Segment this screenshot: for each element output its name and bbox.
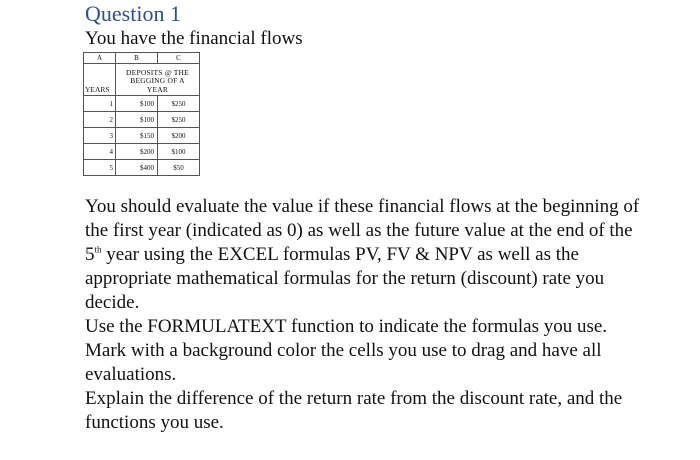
deposit-cell: $200 [116, 144, 158, 160]
year-cell: 1 [84, 96, 116, 112]
intro-text: You have the financial flows [85, 28, 303, 49]
question-title: Question 1 [85, 1, 181, 26]
instruction-paragraph-evaluate [85, 195, 645, 315]
deposit-cell: $100 [116, 96, 158, 112]
deposit-cell: $100 [116, 112, 158, 128]
amount-cell: $250 [158, 96, 200, 112]
table-row [84, 96, 200, 112]
table-row [84, 144, 200, 160]
instruction-text: year using the EXCEL formulas PV, FV & NPV as well as the appropriate mathematical formulas for the return (discount) rate you decide. [85, 244, 605, 313]
year-cell: 4 [84, 144, 116, 160]
instruction-text: You should evaluate the value if these financial flows at the beginning of the first year (indicated as 0) as well as the future value at the end of the 5 [85, 196, 640, 265]
deposits-header: DEPOSITS @ THE BEGGING OF A YEAR [116, 64, 200, 96]
table-row [84, 112, 200, 128]
amount-cell: $100 [158, 144, 200, 160]
table-row [84, 128, 200, 144]
instruction-paragraph-explain: Explain the difference of the return rate from the discount rate, and the functions you use. [85, 388, 623, 433]
amount-cell: $200 [158, 128, 200, 144]
deposit-cell: $400 [116, 160, 158, 176]
column-header-a: A [84, 53, 116, 64]
amount-cell: $50 [158, 160, 200, 176]
instruction-paragraph-background: Mark with a background color the cells you use to drag and have all evaluations. [85, 340, 602, 385]
year-cell: 5 [84, 160, 116, 176]
year-cell: 3 [84, 128, 116, 144]
deposit-cell: $150 [116, 128, 158, 144]
amount-cell: $250 [158, 112, 200, 128]
year-cell: 2 [84, 112, 116, 128]
instruction-paragraph-formulatext: Use the FORMULATEXT function to indicate the formulas you use. [85, 316, 608, 337]
financial-flows-table [83, 52, 200, 176]
instructions [85, 195, 645, 435]
column-header-c: C [158, 53, 200, 64]
table-row [84, 160, 200, 176]
years-label: YEARS [84, 64, 116, 96]
ordinal-suffix: th [94, 244, 102, 255]
column-header-b: B [116, 53, 158, 64]
